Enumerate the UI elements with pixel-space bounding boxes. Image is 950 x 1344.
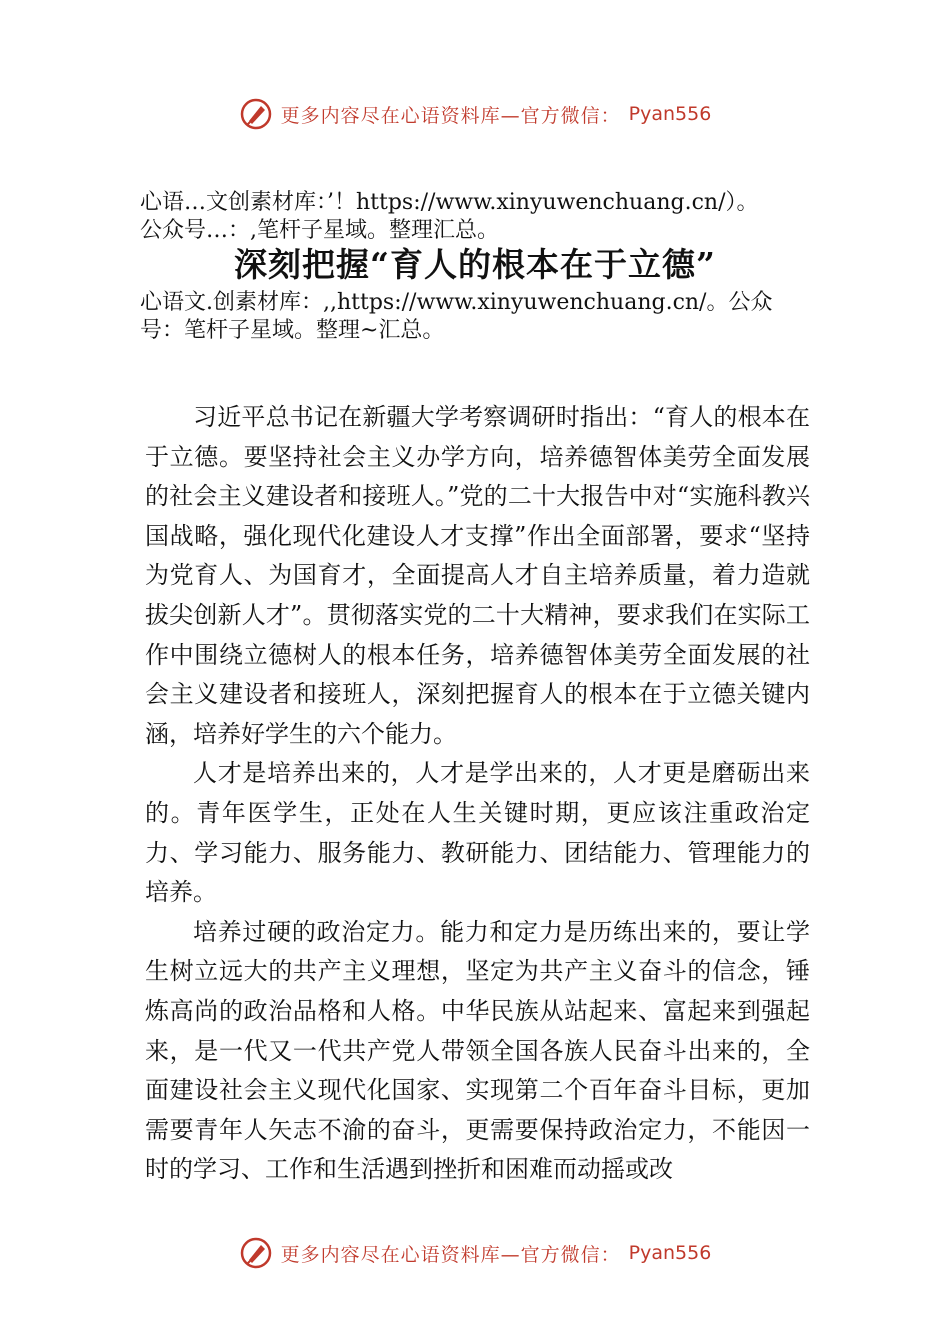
source-line-3: 心语文.创素材库：,,https://www.xinyuwenchuang.cn/。公众: [140, 290, 773, 315]
banner-text: 更多内容尽在心语资料库—官方微信：: [280, 1243, 621, 1266]
source-line-4: 号：笔杆子星域。整理~汇总。: [140, 318, 445, 343]
source-line-1: 心语…文创素材库：’！https://www.xinyuwenchuang.cn/）。: [140, 190, 759, 215]
footer-banner: [0, 1233, 950, 1273]
article-body: [145, 398, 810, 1190]
banner-text: 更多内容尽在心语资料库—官方微信：: [280, 104, 621, 127]
paragraph: 人才是培养出来的，人才是学出来的，人才更是磨砺出来的。青年医学生，正处在人生关键时期，更应该注重政治定力、学习能力、服务能力、教研能力、团结能力、管理能力的培养。: [145, 759, 810, 907]
paragraph: 培养过硬的政治定力。能力和定力是历练出来的，要让学生树立远大的共产主义理想，坚定为共产主义奋斗的信念，锤炼高尚的政治品格和人格。中华民族从站起来、富起来到强起来，是一代又一代共产党人带领全国各族人民奋斗出来的，全面建设社会主义现代化国家、实现第二个百年奋斗目标，更加需要青年人矢志不渝的奋斗，更需要保持政治定力，不能因一时的学习、工作和生活遇到挫折和困难而动摇或改: [145, 917, 810, 1184]
page-title: 深刻把握“育人的根本在于立德”: [234, 245, 716, 284]
pen-nib-logo-icon: [239, 1236, 273, 1270]
source-line-2: 公众号…：,笔杆子星域。整理汇总。: [140, 218, 499, 243]
banner-contact: Pyan556: [628, 103, 712, 125]
banner-contact: Pyan556: [628, 1242, 712, 1264]
paragraph: 习近平总书记在新疆大学考察调研时指出：“育人的根本在于立德。要坚持社会主义办学方向，培养德智体美劳全面发展的社会主义建设者和接班人。”党的二十大报告中对“实施科教兴国战略，强化现代化建设人才支撑”作出全面部署，要求“坚持为党育人、为国育才，全面提高人才自主培养质量，着力造就拔尖创新人才”。贯彻落实党的二十大精神，要求我们在实际工作中围绕立德树人的根本任务，培养德智体美劳全面发展的社会主义建设者和接班人，深刻把握育人的根本在于立德关键内涵，培养好学生的六个能力。: [145, 403, 810, 748]
pen-nib-logo-icon: [239, 97, 273, 131]
header-banner: [0, 94, 950, 134]
